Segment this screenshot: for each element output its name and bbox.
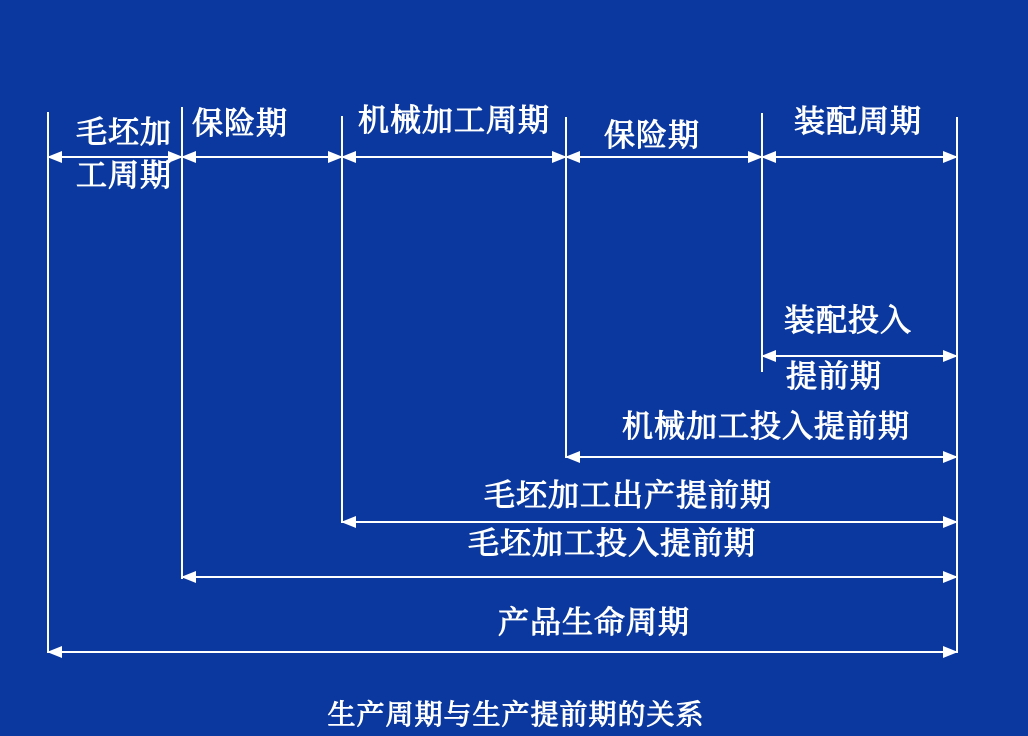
- label-assembly-input-lead-time-line1: 装配投入: [784, 303, 912, 338]
- arrow-blank-input-lead-time: [182, 576, 957, 578]
- label-blank-output-lead-time: 毛坯加工出产提前期: [484, 478, 772, 513]
- slide-caption: 生产周期与生产提前期的关系: [327, 699, 705, 730]
- arrow-machining-input-lead-time: [566, 456, 957, 458]
- label-product-life-cycle: 产品生命周期: [498, 605, 690, 640]
- label-assembly-cycle: 装配周期: [794, 104, 922, 139]
- arrow-product-life-cycle: [48, 651, 957, 653]
- label-insurance-period-1: 保险期: [192, 106, 288, 141]
- line-product-start: [47, 112, 49, 653]
- arrow-insurance-period-1: [182, 156, 342, 158]
- arrow-insurance-period-2: [566, 156, 762, 158]
- arrow-blank-output-lead-time: [342, 521, 957, 523]
- label-machining-cycle: 机械加工周期: [358, 103, 550, 138]
- arrow-assembly-input-lead-time: [762, 355, 957, 357]
- arrow-assembly-cycle: [762, 156, 957, 158]
- line-blank-processing-end: [181, 107, 183, 579]
- label-blank-processing-cycle-line2: 工周期: [76, 158, 172, 193]
- label-insurance-period-2: 保险期: [604, 118, 700, 153]
- label-assembly-input-lead-time-line2: 提前期: [786, 359, 882, 394]
- arrow-machining-cycle: [342, 156, 566, 158]
- line-machining-end: [565, 117, 567, 458]
- label-blank-processing-cycle-line1: 毛坯加: [76, 115, 172, 150]
- line-machining-start: [341, 116, 343, 523]
- label-machining-input-lead-time: 机械加工投入提前期: [622, 409, 910, 444]
- label-blank-input-lead-time: 毛坯加工投入提前期: [468, 526, 756, 561]
